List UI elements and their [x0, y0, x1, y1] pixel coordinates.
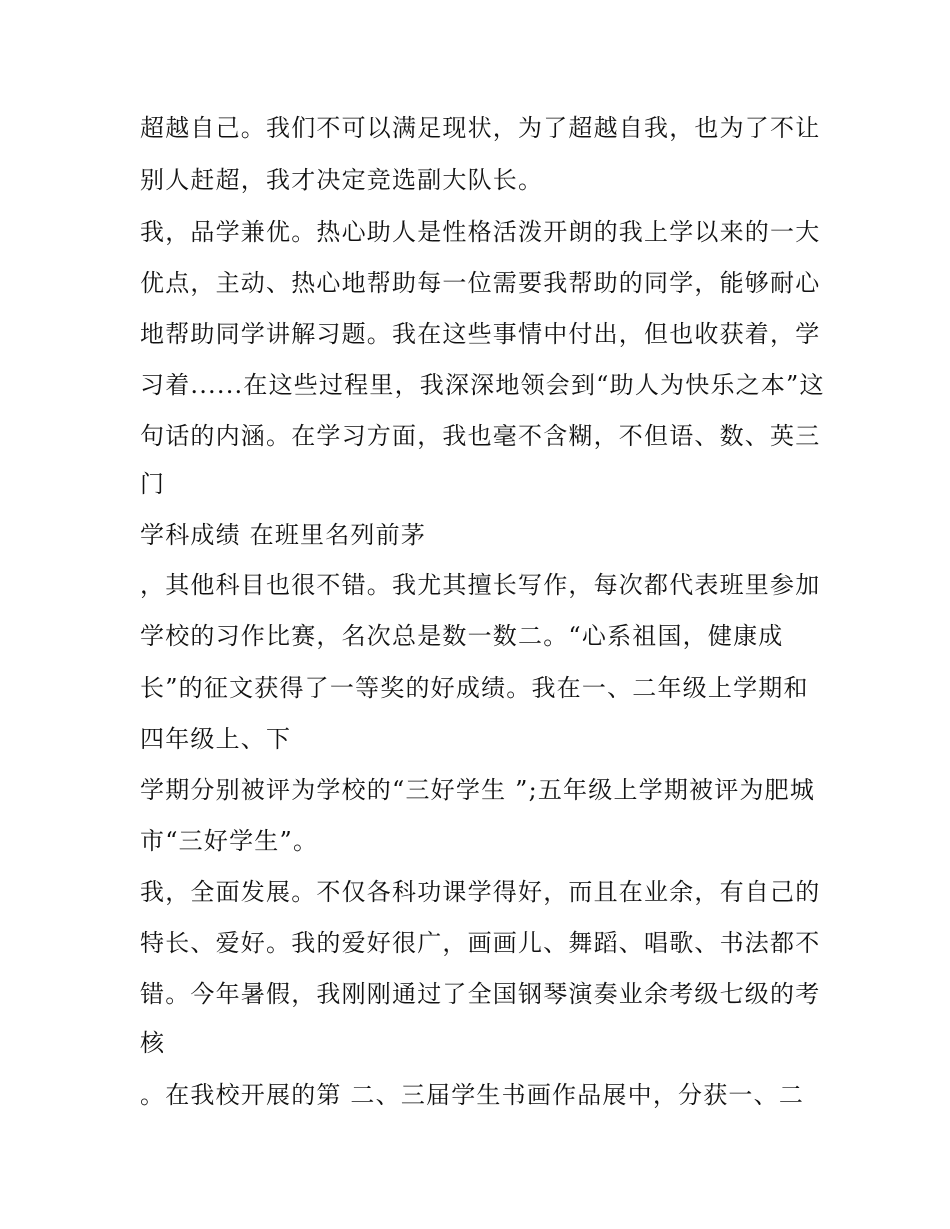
text-line: 学期分别被评为学校的“三好学生 ”;五年级上学期被评为肥城 [140, 776, 816, 804]
text-line: 地帮助同学讲解习题。我在这些事情中付出，但也收获着，学 [140, 320, 821, 348]
text-line: 错。今年暑假，我刚刚通过了全国钢琴演奏业余考级七级的考 [140, 980, 821, 1008]
text-line: 学科成绩 在班里名列前茅 [140, 521, 427, 549]
text-line: 。在我校开展的第 二、三届学生书画作品展中，分获一、二 [140, 1081, 805, 1109]
text-line: 核 [140, 1029, 166, 1057]
text-line: 我，全面发展。不仅各科功课学得好，而且在业余，有自己的 [140, 878, 821, 906]
text-line: 长”的征文获得了一等奖的好成绩。我在一、二年级上学期和 [140, 674, 809, 702]
text-line: 优点，主动、热心地帮助每一位需要我帮助的同学，能够耐心 [140, 269, 821, 297]
text-line: 我，品学兼优。热心助人是性格活泼开朗的我上学以来的一大 [140, 218, 821, 246]
text-line: 市“三好学生”。 [140, 827, 319, 855]
text-line: 超越自己。我们不可以满足现状，为了超越自我，也为了不让 [140, 114, 821, 142]
text-line: 四年级上、下 [140, 725, 292, 753]
text-line: 习着......在这些过程里，我深深地领会到“助人为快乐之本”这 [140, 371, 825, 399]
text-line: 句话的内涵。在学习方面，我也毫不含糊，不但语、数、英三 [140, 422, 821, 450]
text-line: 学校的习作比赛，名次总是数一数二。“心系祖国，健康成 [140, 622, 784, 650]
text-line: 门 [140, 470, 166, 498]
text-line: 特长、爱好。我的爱好很广，画画儿、舞蹈、唱歌、书法都不 [140, 929, 821, 957]
text-line: 别人赶超，我才决定竞选副大队长。 [140, 166, 544, 194]
text-line: ，其他科目也很不错。我尤其擅长写作，每次都代表班里参加 [140, 571, 821, 599]
